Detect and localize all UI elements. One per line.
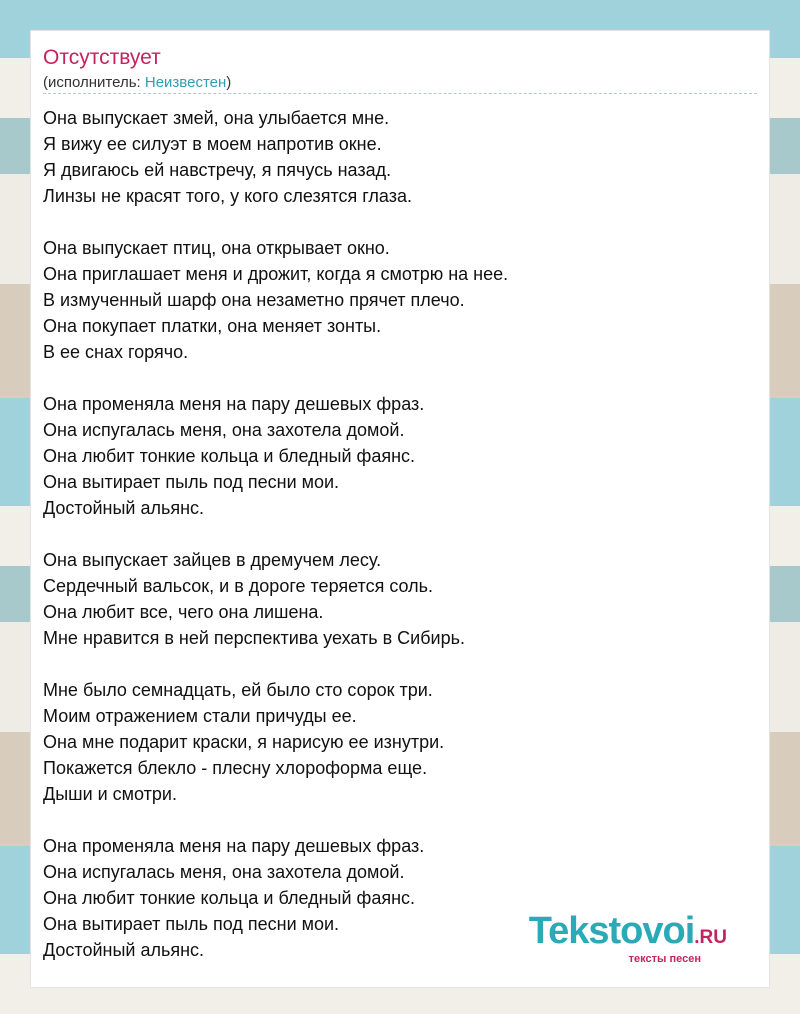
lyrics-stanza [43,677,757,807]
lyric-line: Сердечный вальсок, и в дороге теряется соль. [43,576,434,596]
lyric-line: Моим отражением стали причуды ее. [43,706,357,726]
lyric-line: Она любит все, чего она лишена. [43,602,324,622]
artist-suffix: ) [226,74,232,91]
lyrics-stanza [43,235,757,365]
lyrics-card [30,30,770,988]
lyric-line: Я двигаюсь ей навстречу, я пячусь назад. [43,160,392,180]
lyric-line: Мне нравится в ней перспектива уехать в Сибирь. [43,628,465,648]
lyric-line: Она променяла меня на пару дешевых фраз. [43,836,425,856]
lyric-line: Дыши и смотри. [43,784,177,804]
lyric-line: Она мне подарит краски, я нарисую ее изнутри. [43,732,445,752]
logo-name: Tekstovoi [528,910,695,952]
lyric-line: Покажется блекло - плесну хлороформа еще. [43,758,428,778]
lyrics-stanza [43,105,757,209]
artist-link[interactable]: Неизвестен [144,74,227,91]
lyric-line: Она выпускает змей, она улыбается мне. [43,108,390,128]
lyric-line: Она променяла меня на пару дешевых фраз. [43,394,425,414]
lyric-line: Она испугалась меня, она захотела домой. [43,862,405,882]
logo-tld: .RU [694,927,727,948]
lyric-line: Она вытирает пыль под песни мои. [43,472,340,492]
artist-prefix: (исполнитель: [43,74,145,91]
lyric-line: Она выпускает зайцев в дремучем лесу. [43,550,382,570]
lyric-line: Она любит тонкие кольца и бледный фаянс. [43,446,416,466]
logo-tagline: тексты песен [628,953,701,965]
lyric-line: Она любит тонкие кольца и бледный фаянс. [43,888,416,908]
site-logo[interactable] [529,912,727,965]
lyric-line: Достойный альянс. [43,498,205,518]
song-title: Отсутствует [43,46,161,69]
lyric-line: Она выпускает птиц, она открывает окно. [43,238,390,258]
lyric-line: Она испугалась меня, она захотела домой. [43,420,405,440]
divider [43,93,757,94]
artist-info [43,73,231,93]
lyric-line: Достойный альянс. [43,940,205,960]
lyric-line: В измученный шарф она незаметно прячет плечо. [43,290,465,310]
lyric-line: Линзы не красят того, у кого слезятся глаза. [43,186,412,206]
lyrics-stanza [43,391,757,521]
lyric-line: Она вытирает пыль под песни мои. [43,914,340,934]
lyrics-stanza [43,547,757,651]
lyric-line: Мне было семнадцать, ей было сто сорок три. [43,680,433,700]
lyric-line: Она приглашает меня и дрожит, когда я смотрю на нее. [43,264,509,284]
lyric-line: Она покупает платки, она меняет зонты. [43,316,382,336]
lyric-line: В ее снах горячо. [43,342,189,362]
lyrics-text [43,105,757,989]
lyric-line: Я вижу ее силуэт в моем напротив окне. [43,134,382,154]
